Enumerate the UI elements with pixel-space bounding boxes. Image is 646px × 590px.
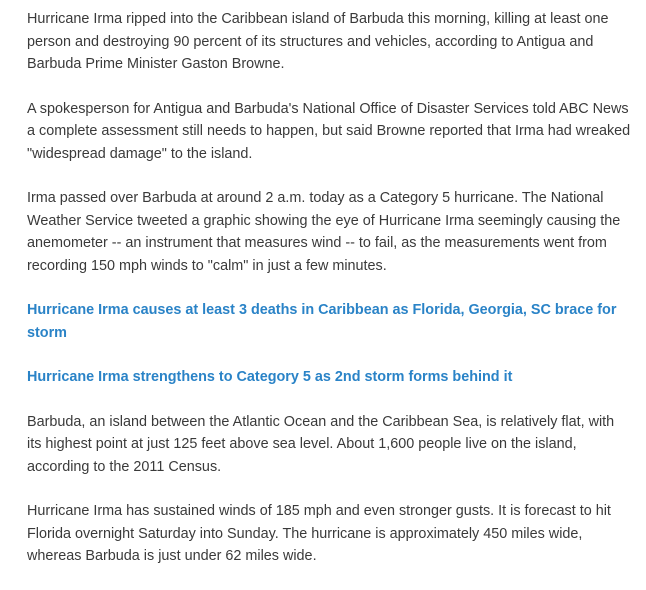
paragraph-disaster-office: A spokesperson for Antigua and Barbuda's National Office of Disaster Services told ABC News a complete assessment still needs to happen, but said Browne reported that Irma had wreaked "widespread damage" to the island.	[27, 100, 631, 162]
related-link-strengthens-category-5[interactable]: Hurricane Irma strengthens to Category 5 as 2nd storm forms behind it	[27, 369, 513, 385]
paragraph-barbuda-destruction: Hurricane Irma ripped into the Caribbean island of Barbuda this morning, killing at least one person and destroying 90 percent of its structures and vehicles, according to Antigua and Barbuda Prime Minister Gaston Browne.	[27, 11, 609, 72]
paragraph-winds-forecast: Hurricane Irma has sustained winds of 185 mph and even stronger gusts. It is forecast to hit Florida overnight Saturday into Sunday. The hurricane is approximately 450 miles wide, whereas Barbuda is just under 62 miles wide.	[27, 503, 611, 564]
related-link-deaths-caribbean[interactable]: Hurricane Irma causes at least 3 deaths in Caribbean as Florida, Georgia, SC brace for storm	[27, 302, 617, 341]
paragraph-category-5: Irma passed over Barbuda at around 2 a.m. today as a Category 5 hurricane. The National Weather Service tweeted a graphic showing the eye of Hurricane Irma seemingly causing the anemometer -- an instrument that measures wind -- to fail, as the measurements went from recording 150 mph winds to "calm" in just a few minutes.	[27, 190, 621, 274]
paragraph-barbuda-geography: Barbuda, an island between the Atlantic Ocean and the Caribbean Sea, is relatively flat, with its highest point at just 125 feet above sea level. About 1,600 people live on the island, according to the 2011 Census.	[27, 413, 615, 475]
article-body	[27, 8, 631, 590]
